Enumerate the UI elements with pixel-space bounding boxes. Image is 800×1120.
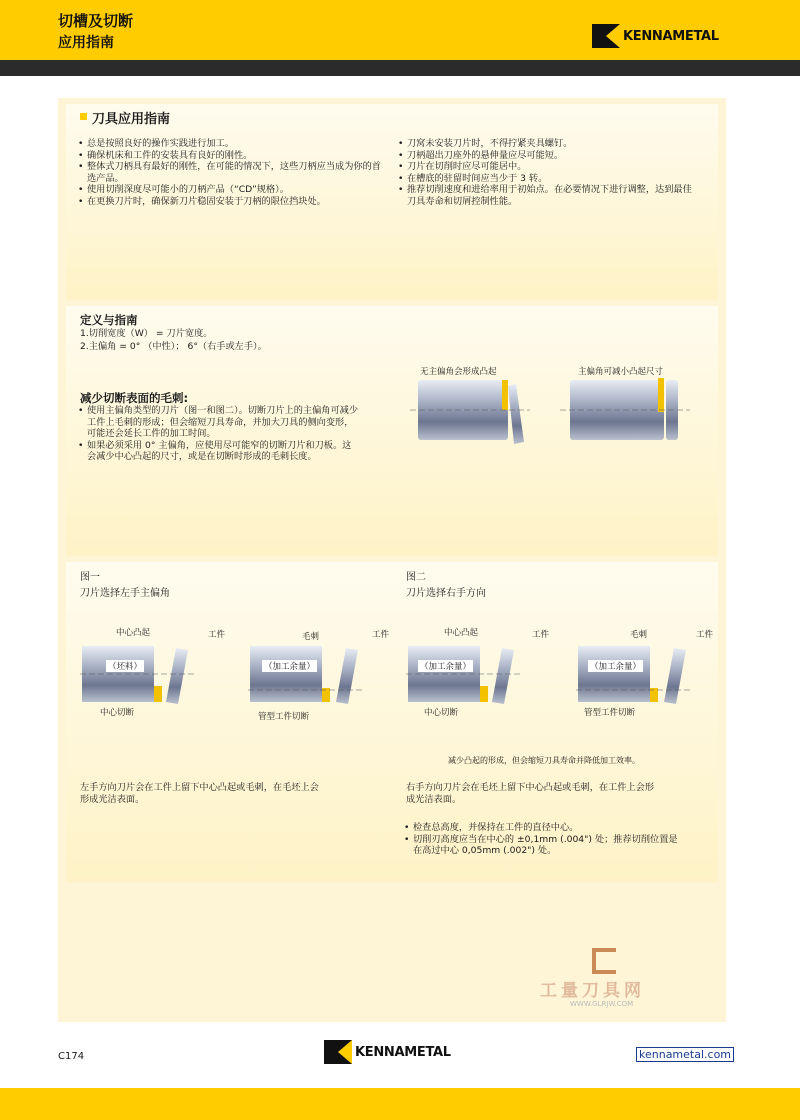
label-workpiece: 工件: [696, 630, 714, 640]
label-burr: 毛刺: [302, 632, 320, 642]
label-tube-cut: 管型工件切断: [258, 712, 310, 722]
label-blank: （坯料）: [108, 662, 143, 672]
fig1-subtitle: 刀片选择左手主偏角: [80, 588, 170, 599]
fig1-title: 图一: [80, 572, 100, 583]
list-item: • 在槽底的驻留时间应当少于 3 转。: [398, 173, 698, 185]
fig2-tube-cut-diagram: [576, 640, 696, 710]
label-center-bump: 中心凸起: [116, 628, 151, 638]
list-item: • 使用切削深度尽可能小的刀柄产品（“CD”规格）。: [78, 184, 388, 196]
section-a-right-list: [398, 138, 698, 208]
left-hand-text: 左手方向刀片会在工件上留下中心凸起或毛刺，在毛坯上会形成光洁表面。: [80, 782, 319, 805]
insert-icon: [658, 378, 664, 412]
footer-logo: [324, 1040, 451, 1064]
footer-band: [0, 1088, 800, 1120]
list-item: • 使用主偏角类型的刀片（图一和图二）。切断刀片上的主偏角可减少工件上毛刺的形成；但会缩短刀具寿命，并加大刀具的侧向变形，可能还会延长工件的加工时间。: [78, 405, 360, 440]
check-list: [404, 822, 684, 857]
diagram-left-caption: 无主偏角会形成凸起: [420, 367, 497, 377]
label-workpiece: 工件: [532, 630, 550, 640]
label-workpiece: 工件: [372, 630, 390, 640]
page-title: 切槽及切断: [58, 12, 134, 30]
list-item: • 刀片在切削时应尽可能居中。: [398, 161, 698, 173]
watermark-text: 工量刀具网: [540, 981, 645, 1001]
list-item: • 刀柄超出刀座外的悬伸量应尽可能短。: [398, 150, 698, 162]
watermark-logo-icon: [592, 948, 616, 974]
header-logo: [592, 24, 719, 48]
section-marker-icon: [80, 113, 87, 120]
kennametal-logo-icon: [592, 24, 620, 48]
insert-icon: [480, 686, 488, 702]
header-brand-text: KENNAMETAL: [623, 28, 719, 44]
list-item: • 总是按照良好的操作实践进行加工。: [78, 138, 388, 150]
label-center-cut: 中心切断: [424, 708, 459, 718]
website-link[interactable]: kennametal.com: [636, 1047, 734, 1062]
label-burr: 毛刺: [630, 630, 648, 640]
label-workpiece: 工件: [208, 630, 226, 640]
label-tube-cut: 管型工件切断: [584, 708, 636, 718]
burr-diagrams: [410, 376, 700, 456]
list-item: • 刀窝未安装刀片时，不得拧紧夹具螺钉。: [398, 138, 698, 150]
burr-subtitle: 减少切断表面的毛刺:: [80, 391, 189, 405]
kennametal-logo-icon: [324, 1040, 352, 1064]
list-item: • 如果必须采用 0° 主偏角，应使用尽可能窄的切断刀片和刀板。这会减少中心凸起的尺寸，或是在切断时形成的毛刺长度。: [78, 440, 360, 463]
list-item: • 推荐切削速度和进给率用于初始点。在必要情况下进行调整，达到最佳刀具寿命和切屑控制性能。: [398, 184, 698, 207]
watermark-url: WWW.GLRJW.COM: [570, 1000, 634, 1008]
insert-icon: [154, 686, 162, 702]
diagram-right-caption: 主偏角可减小凸起尺寸: [578, 367, 664, 377]
burr-list: [78, 405, 360, 463]
header-dark-band: [0, 60, 800, 76]
page-subtitle: 应用指南: [58, 35, 114, 51]
label-allowance: （加工余量）: [264, 662, 316, 672]
fig2-subtitle: 刀片选择右手方向: [406, 588, 486, 599]
label-center-cut: 中心切断: [100, 708, 135, 718]
right-hand-text: 右手方向刀片会在毛坯上留下中心凸起或毛刺，在工件上会形成光洁表面。: [406, 782, 655, 805]
list-item: • 检查总高度，并保持在工件的直径中心。: [404, 822, 684, 834]
list-item: • 确保机床和工件的安装具有良好的刚性。: [78, 150, 388, 162]
label-center-bump: 中心凸起: [444, 628, 479, 638]
fig2-center-cut-diagram: [406, 640, 526, 710]
list-item: • 整体式刀柄具有最好的刚性，在可能的情况下，这些刀柄应当成为你的首选产品。: [78, 161, 388, 184]
insert-icon: [502, 380, 508, 410]
list-item: • 切削刃高度应当在中心的 ±0,1mm (.004") 处；推荐切削位置是在高过中心 0,05mm (.002") 处。: [404, 834, 684, 857]
section-a-left-list: [78, 138, 388, 208]
section-b-title: 定义与指南: [80, 313, 138, 327]
definition-2: 2.主偏角 = 0° （中性）； 6°（右手或左手）。: [80, 341, 267, 352]
figure-note: 减少凸起的形成，但会缩短刀具寿命并降低加工效率。: [448, 756, 640, 765]
label-allowance: （加工余量）: [590, 662, 642, 672]
label-allowance: （加工余量）: [420, 662, 472, 672]
fig1-tube-cut-diagram: [248, 640, 368, 710]
footer-brand-text: KENNAMETAL: [355, 1044, 451, 1060]
page-number: C174: [58, 1051, 85, 1062]
fig2-title: 图二: [406, 572, 426, 583]
fig1-center-cut-diagram: [80, 640, 200, 710]
cut-part: [508, 384, 524, 444]
list-item: • 在更换刀片时，确保新刀片稳固安装于刀柄的限位挡块处。: [78, 196, 388, 208]
section-a-title: 刀具应用指南: [92, 112, 171, 127]
definition-1: 1.切削宽度（W） = 刀片宽度。: [80, 328, 213, 339]
